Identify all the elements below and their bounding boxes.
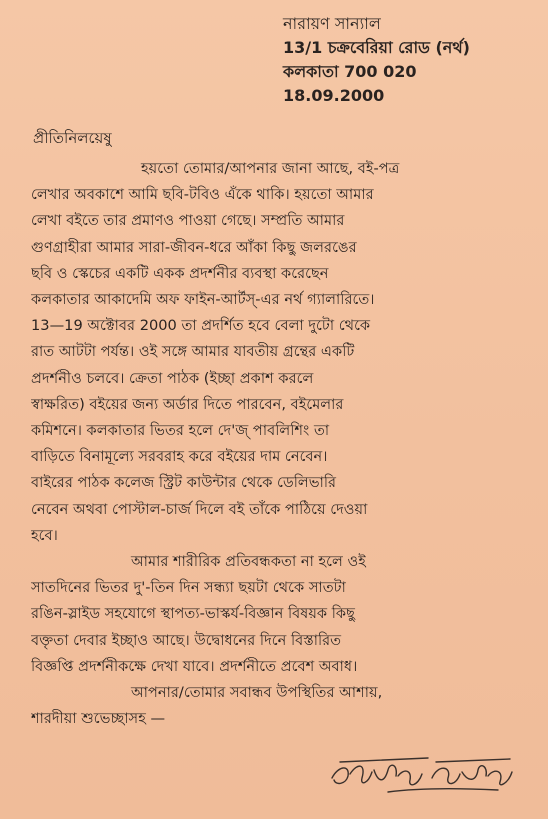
body-line: প্রদর্শনীও চলবে। ক্রেতা পাঠক (ইচ্ছা প্রকাশ করলে: [31, 369, 314, 387]
sender-name: নারায়ণ সান্যাল: [283, 14, 381, 33]
body-line: বাড়িতে বিনামূল্যে সরবরাহ করে বইয়ের দাম নেবেন।: [31, 448, 328, 466]
body-line: হয়তো তোমার/আপনার জানা আছে, বই-পত্র: [141, 160, 400, 177]
body-line: সাতদিনের ভিতর দু'-তিন দিন সন্ধ্যা ছয়টা থেকে সাতটা: [31, 579, 346, 597]
body-line: বিজ্ঞপ্তি প্রদর্শনীকক্ষে দেখা যাবে। প্রদর্শনীতে প্রবেশ অবাধ।: [31, 657, 358, 675]
body-line: কলকাতার আকাদেমি অফ ফাইন-আর্টস্-এর নর্থ গ্যালারিতে।: [31, 291, 375, 309]
body-line: আমার শারীরিক প্রতিবন্ধকতা না হলে ওই: [131, 553, 366, 571]
body-line: স্বাক্ষরিত) বইয়ের জন্য অর্ডার দিতে পারবেন, বইমেলার: [31, 395, 344, 413]
sender-address: [283, 12, 470, 108]
body-line: রঙিন-স্লাইড সহযোগে স্থাপত্য-ভাস্কর্য-বিজ্ঞান বিষয়ক কিছু: [31, 605, 355, 623]
body-line: হবে।: [31, 526, 58, 544]
body-line: আপনার/তোমার সবান্ধব উপস্থিতির আশায়,: [131, 684, 383, 702]
body-line: কমিশনে। কলকাতার ভিতর হলে দে'জ্ পাবলিশিং তা: [31, 422, 330, 440]
body-line: লেখা বইতে তার প্রমাণও পাওয়া গেছে। সম্প্রতি আমার: [31, 212, 345, 230]
body-line: রাত আটটা পর্যন্ত। ওই সঙ্গে আমার যাবতীয় গ্রন্থের একটি: [31, 343, 355, 361]
body-line: 13—19 অক্টোবর 2000 তা প্রদর্শিত হবে বেলা দুটো থেকে: [31, 317, 371, 335]
body-line: শারদীয়া শুভেচ্ছাসহ —: [31, 710, 166, 728]
letter-body: [31, 156, 519, 732]
body-line: নেবেন অথবা পোস্টাল-চার্জ দিলে বই তাঁকে পাঠিয়ে দেওয়া: [31, 500, 368, 518]
sender-road: 13/1 চক্রবেরিয়া রোড (নর্থ): [283, 38, 470, 57]
body-line: গুণগ্রাহীরা আমার সারা-জীবন-ধরে আঁকা কিছু জলরঙের: [31, 238, 357, 256]
body-line: ছবি ও স্কেচের একটি একক প্রদর্শনীর ব্যবস্থা করেছেন: [31, 264, 329, 282]
body-line: বাইরের পাঠক কলেজ স্ট্রিট কাউন্টার থেকে ডেলিভারি: [31, 474, 337, 492]
body-line: বক্তৃতা দেবার ইচ্ছাও আছে। উদ্বোধনের দিনে বিস্তারিত: [31, 631, 342, 649]
handwritten-signature: [328, 748, 516, 798]
letter-date: 18.09.2000: [283, 86, 385, 105]
sender-city: কলকাতা 700 020: [283, 62, 417, 81]
salutation: প্রীতিনিলয়েষু: [33, 129, 112, 147]
body-line: লেখার অবকাশে আমি ছবি-টবিও এঁকে থাকি। হয়তো আমার: [31, 186, 374, 204]
